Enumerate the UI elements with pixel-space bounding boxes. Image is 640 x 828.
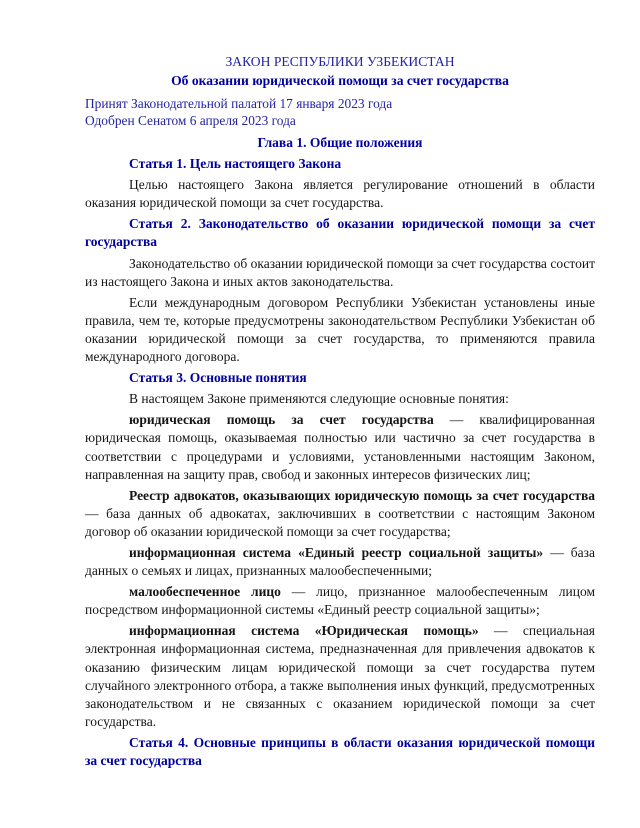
definition-text: — лицо, признанное малообеспеченным лицом посредством информационной системы «Единый реестр социальной защиты»; <box>85 584 595 618</box>
definition-term: малообеспеченное лицо <box>129 584 281 600</box>
definition-term: юридическая помощь за счет государства <box>129 412 434 428</box>
definition-term: информационная система «Юридическая помощь» <box>129 623 479 639</box>
article-2-paragraph-2: Если международным договором Республики Узбекистан установлены иные правила, чем те, которые предусмотрены законодательством Республики Узбекистан об оказании юридической помощи за счет государства, то применяются правила международного договора. <box>85 294 595 365</box>
article-1-heading: Статья 1. Цель настоящего Закона <box>129 156 342 172</box>
article-3-heading: Статья 3. Основные понятия <box>129 370 307 386</box>
article-2-heading: Статья 2. Законодательство об оказании юридической помощи за счет государства <box>85 216 595 250</box>
law-subtitle: Об оказании юридической помощи за счет государства <box>171 73 509 88</box>
definition-text: — специальная электронная информационная система, предназначенная для привлечения адвокатов к оказанию физическим лицам юридической помощи за счет государства путем случайного электронного отбора, а также выполнения иных функций, предусмотренных законодательством и не связанных с оказанием юридической помощи за счет государства. <box>85 623 595 729</box>
definition-paragraph <box>85 544 595 580</box>
article-1-paragraph: Целью настоящего Закона является регулирование отношений в области оказания юридической помощи за счет государства. <box>85 177 595 211</box>
definition-text: — база данных об адвокатах, заключивших в соответствии с настоящим Законом договор об оказании юридической помощи за счет государства; <box>85 505 595 539</box>
approved-line: Одобрен Сенатом 6 апреля 2023 года <box>85 112 296 128</box>
definition-paragraph <box>85 487 595 541</box>
article-4-heading: Статья 4. Основные принципы в области оказания юридической помощи за счет государства <box>85 734 595 768</box>
chapter-heading: Глава 1. Общие положения <box>257 135 423 150</box>
adoption-info <box>85 96 595 129</box>
article-2-paragraph-1: Законодательство об оказании юридической помощи за счет государства состоит из настоящего Закона и иных актов законодательства. <box>85 255 595 289</box>
definition-paragraph <box>85 411 595 483</box>
article-3-intro: В настоящем Законе применяются следующие основные понятия: <box>129 391 509 407</box>
definition-paragraph <box>85 622 595 731</box>
definition-text: — квалифицированная юридическая помощь, оказываемая полностью или частично за счет государства в соответствии с процедурами и условиями, установленными настоящим Законом, направленная на защиту прав, свобод и законных интересов физических лиц; <box>85 412 595 482</box>
definition-term: Реестр адвокатов, оказывающих юридическую помощь за счет государства <box>129 487 595 503</box>
adopted-line: Принят Законодательной палатой 17 января 2023 года <box>85 96 393 111</box>
law-title: ЗАКОН РЕСПУБЛИКИ УЗБЕКИСТАН <box>225 54 455 69</box>
definition-paragraph <box>85 583 595 619</box>
definition-text: — база данных о семьях и лицах, признанных малообеспеченными; <box>85 544 595 579</box>
definition-term: информационная система «Единый реестр социальной защиты» <box>129 544 544 560</box>
